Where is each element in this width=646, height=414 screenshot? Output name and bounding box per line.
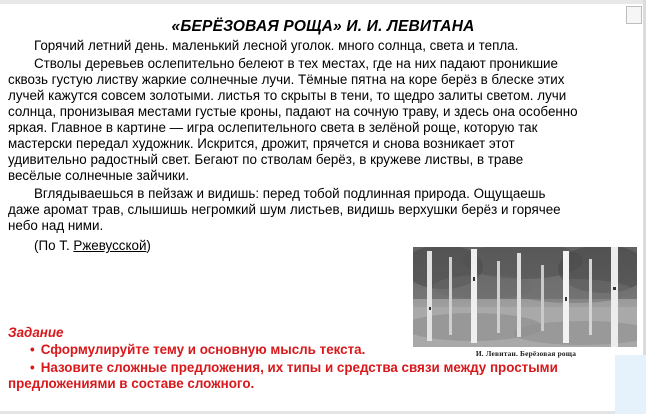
source-suffix: ) [146,238,151,253]
paragraph-2: Стволы деревьев ослепительно белеют в тех местах, где на них падают проникшие сквозь густую листву жаркие солнечные лучи. Тёмные пятна на коре берёз в блеске этих лучей кажутся совсем золотыми. листья то скрыты в тени, то щедро залиты светом. лучи солнца, пронизывая местами густые кроны, падают на сочную траву, и здесь она особенно яркая. Главное в картине — игра ослепительного света в зелёной роще, которую так мастерски передал художник. Искрится, дрожит, прячется и снова возникает этот удивительно радостный свет. Бегают по стволам берёз, в кружеве листвы, в траве весёлые солнечные зайчики. [8,56,578,183]
paragraph-3: Вглядываешься в пейзаж и видишь: перед тобой подлинная природа. Ощущаешь даже аромат трав, слышишь негромкий шум листьев, видишь верхушки берёз и горячее небо над ними. [8,186,561,233]
essay-text [8,38,578,254]
source-prefix: (По Т. [34,238,74,253]
source-author-link[interactable]: Ржевусской [73,238,147,253]
painting-caption: И. Левитан. Берёзовая роща [475,349,577,358]
task-block [8,325,638,392]
paragraph-1: Горячий летний день. маленький лесной уголок. много солнца, света и тепла. [34,38,519,53]
task-item-1-text: Сформулируйте тему и основную мысль текста. [40,342,366,357]
task-list [8,342,638,392]
task-item-2-text: Назовите сложные предложения, их типы и средства связи между простыми предложениями в составе сложного. [8,360,558,391]
window-top-edge [0,0,646,4]
task-title: Задание [8,325,64,340]
bullet-icon: • [30,360,35,375]
task-item-1 [8,342,638,358]
task-item-2 [8,360,638,392]
bullet-icon: • [30,342,35,357]
page-title: «БЕРЁЗОВАЯ РОЩА» И. И. ЛЕВИТАНА [171,18,475,35]
